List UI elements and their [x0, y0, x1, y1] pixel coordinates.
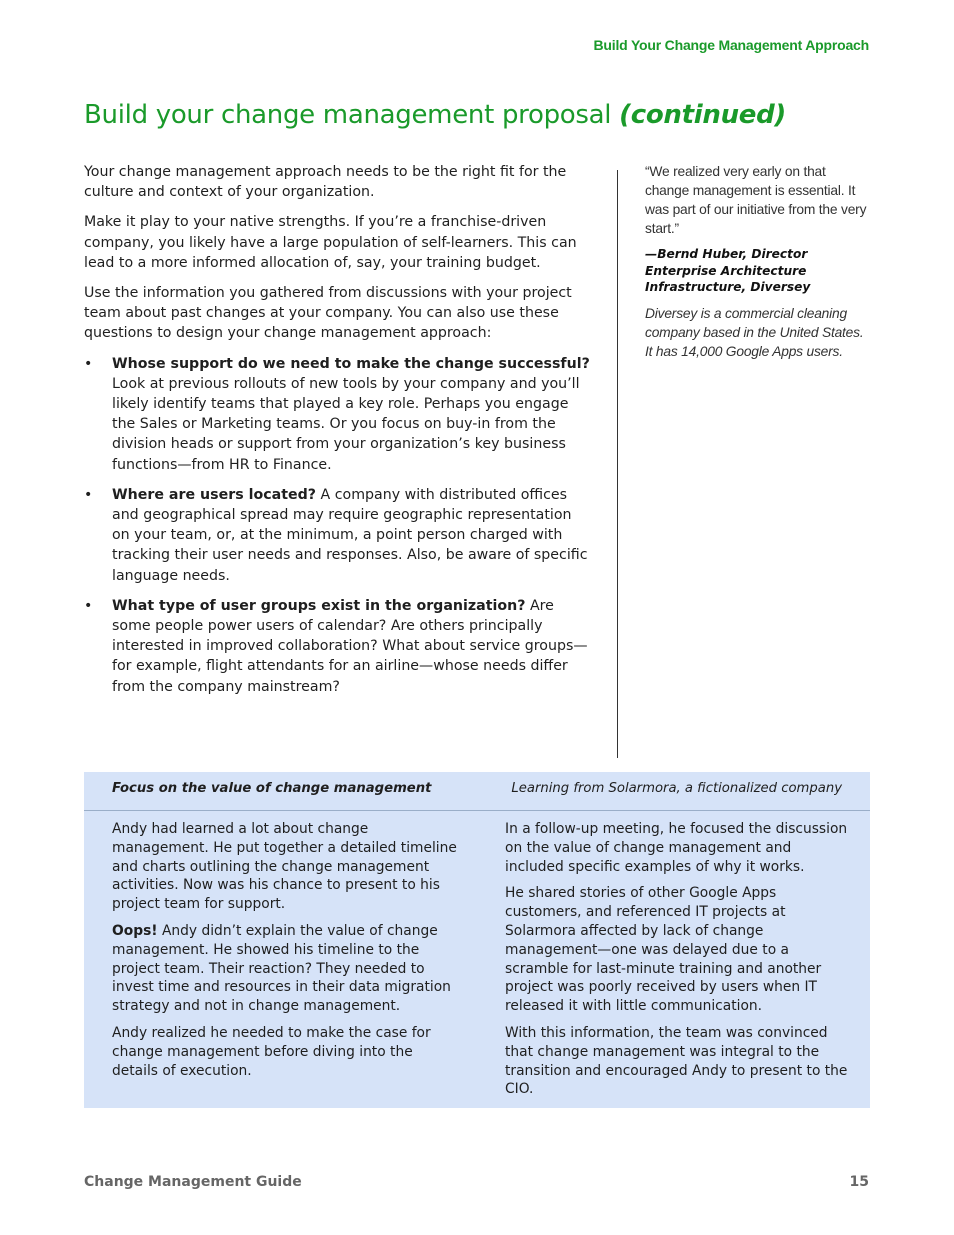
story-left-column	[112, 820, 457, 1088]
list-item	[84, 596, 592, 697]
question-heading: Whose support do we need to make the change successful?	[112, 355, 590, 372]
quote-attribution: —Bernd Huber, Director Enterprise Architecture Infrastructure, Diversey	[645, 247, 811, 294]
question-heading: What type of user groups exist in the organization?	[112, 597, 526, 614]
page-title	[84, 100, 786, 130]
page-title-main: Build your change management proposal	[84, 100, 620, 130]
bullet-icon: •	[84, 486, 93, 503]
story-header	[84, 772, 870, 811]
list-item	[84, 485, 592, 586]
question-body: Are some people power users of calendar? Are others principally interested in improved collaboration? What about service groups—for example, flight attendants for an airline—whose needs differ from the company mainstream?	[112, 597, 588, 695]
footer-title: Change Management Guide	[84, 1174, 302, 1190]
story-box	[84, 772, 870, 1108]
list-item	[84, 354, 592, 475]
running-header: Build Your Change Management Approach	[593, 37, 869, 53]
quote-text: “We realized very early on that change management is essential. It was part of our initiative from the very start.”	[645, 164, 867, 236]
story-heading: Focus on the value of change management	[112, 781, 432, 796]
strengths-paragraph: Make it play to your native strengths. If you’re a franchise-driven company, you likely have a large population of self-learners. This can lead to a more informed allocation of, say, your training budget.	[84, 214, 577, 271]
question-body: A company with distributed offices and geographical spread may require geographic representation on your team, or, at the minimum, a point person charged with tracking their user needs and responses. Also, be aware of specific language needs.	[112, 486, 588, 584]
story-right-column	[505, 820, 850, 1107]
story-paragraph: With this information, the team was convinced that change management was integral to the transition and encouraged Andy to present to the CIO.	[505, 1024, 848, 1098]
story-paragraph: Andy had learned a lot about change management. He put together a detailed timeline and charts outlining the change management activities. Now was his chance to present to his project team for support.	[112, 821, 457, 913]
sidebar-quote	[645, 162, 870, 361]
main-column	[84, 162, 592, 707]
bullet-icon: •	[84, 597, 93, 614]
question-list	[84, 354, 592, 697]
story-subheading: Learning from Solarmora, a fictionalized company	[511, 781, 842, 796]
page-title-continued: (continued)	[619, 100, 787, 130]
bullet-icon: •	[84, 355, 93, 372]
question-body: Look at previous rollouts of new tools by your company and you’ll likely identify teams that played a key role. Perhaps you engage the Sales or Marketing teams. Or you focus on buy-in from the division heads or support from your organization’s key business functions—from HR to Finance.	[112, 375, 580, 473]
oops-text: Andy didn’t explain the value of change management. He showed his timeline to the project team. Their reaction? They needed to invest time and resources in their data migration strategy and not in change management.	[112, 922, 451, 1015]
question-heading: Where are users located?	[112, 486, 316, 503]
questions-paragraph: Use the information you gathered from discussions with your project team about past changes at your company. You can also use these questions to design your change management approach:	[84, 285, 572, 342]
story-paragraph: In a follow-up meeting, he focused the discussion on the value of change management and included specific examples of why it works.	[505, 821, 848, 875]
oops-label: Oops!	[112, 922, 158, 939]
intro-paragraph: Your change management approach needs to be the right fit for the culture and context of your organization.	[84, 164, 567, 201]
story-paragraph	[112, 922, 457, 1016]
quote-note: Diversey is a commercial cleaning company based in the United States. It has 14,000 Google Apps users.	[645, 305, 864, 359]
column-divider	[617, 170, 618, 758]
story-paragraph: He shared stories of other Google Apps customers, and referenced IT projects at Solarmora affected by lack of change management—one was delayed due to a scramble for last-minute training and another project was poorly received by users when IT released it with little communication.	[505, 885, 822, 1015]
page-number: 15	[849, 1174, 869, 1190]
story-paragraph: Andy realized he needed to make the case for change management before diving into the details of execution.	[112, 1024, 431, 1079]
